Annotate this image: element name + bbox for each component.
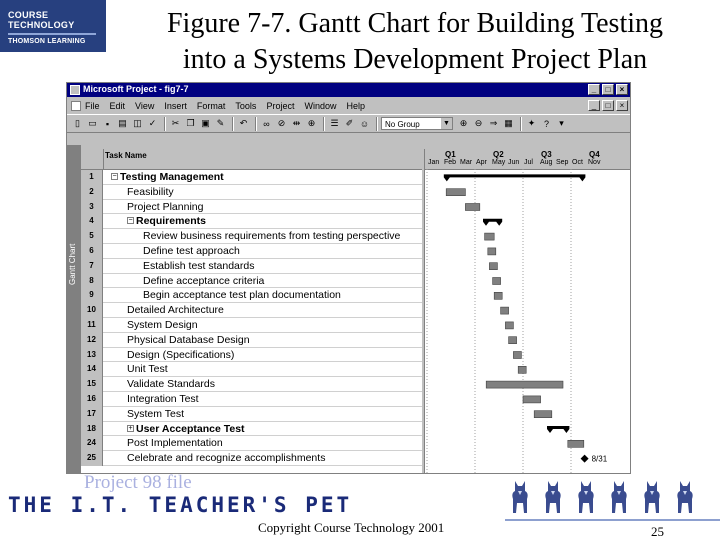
task-bar[interactable] xyxy=(446,189,465,196)
table-row[interactable] xyxy=(81,185,422,200)
task-id-cell[interactable]: 7 xyxy=(81,259,103,274)
milestone-date-label: 8/31 xyxy=(591,454,608,464)
table-row[interactable] xyxy=(81,274,422,289)
collapse-icon[interactable]: − xyxy=(112,173,117,180)
task-name-cell[interactable]: Project Planning xyxy=(127,200,204,213)
table-row[interactable] xyxy=(81,451,422,466)
table-row[interactable] xyxy=(81,377,422,392)
hyperlink-icon[interactable]: ⊕ xyxy=(307,118,316,128)
task-table xyxy=(81,149,422,473)
month-label: Oct xyxy=(572,159,583,166)
table-row[interactable] xyxy=(81,288,422,303)
task-bar[interactable] xyxy=(494,292,502,299)
task-bar[interactable] xyxy=(513,352,521,359)
task-bar[interactable] xyxy=(534,411,552,418)
task-bar[interactable] xyxy=(518,366,526,373)
menu-insert[interactable]: Insert xyxy=(164,100,187,111)
copyright-text: Copyright Course Technology 2001 xyxy=(258,520,445,535)
open-icon[interactable]: ▭ xyxy=(88,118,97,128)
table-row[interactable] xyxy=(81,229,422,244)
task-name-cell[interactable]: System Test xyxy=(127,407,184,420)
task-name-cell[interactable]: Design (Specifications) xyxy=(127,348,235,361)
window-title: Microsoft Project - fig7-7 xyxy=(83,84,189,94)
month-label: Jun xyxy=(508,159,520,166)
window-title-bar[interactable] xyxy=(67,83,630,97)
split-task-icon[interactable]: ⇹ xyxy=(292,118,301,128)
task-bar[interactable] xyxy=(523,396,541,403)
menu-bar xyxy=(67,98,630,113)
month-label: Feb xyxy=(444,159,457,166)
task-info-icon[interactable]: ☰ xyxy=(330,118,339,128)
month-label: Aug xyxy=(540,159,553,166)
table-row[interactable] xyxy=(81,362,422,377)
toolbar-options-icon[interactable]: ▾ xyxy=(559,118,564,128)
menu-tools[interactable]: Tools xyxy=(235,100,257,111)
task-bar[interactable] xyxy=(509,337,517,344)
new-icon[interactable]: ▯ xyxy=(75,118,80,128)
table-row[interactable] xyxy=(81,318,422,333)
task-id-cell[interactable]: 17 xyxy=(81,407,103,422)
task-bar[interactable] xyxy=(493,278,501,285)
table-row[interactable] xyxy=(81,392,422,407)
dog-icon xyxy=(670,477,700,517)
dog-icon xyxy=(571,477,601,517)
footer-logo-text: THE I.T. TEACHER'S PET xyxy=(8,493,353,517)
task-id-cell[interactable]: 16 xyxy=(81,392,103,407)
month-label: Mar xyxy=(460,159,473,166)
task-name-cell[interactable]: User Acceptance Test xyxy=(136,422,245,435)
task-name-cell[interactable]: Celebrate and recognize accomplishments xyxy=(127,452,326,465)
dog-icon xyxy=(637,477,667,517)
title-line1: Figure 7-7. Gantt Chart for Building Testing xyxy=(166,8,664,39)
print-icon[interactable]: ▤ xyxy=(118,118,127,128)
expand-icon[interactable]: + xyxy=(128,424,133,432)
view-bar[interactable] xyxy=(67,145,81,473)
menu-edit[interactable]: Edit xyxy=(109,100,126,111)
task-name-cell[interactable]: Define acceptance criteria xyxy=(143,274,265,287)
course-technology-logo xyxy=(0,0,106,52)
menu-file[interactable]: File xyxy=(85,100,100,111)
dog-graphics xyxy=(505,477,703,517)
footer-rule xyxy=(505,519,720,521)
format-painter-icon[interactable]: ✎ xyxy=(216,118,225,128)
task-name-cell[interactable]: Detailed Architecture xyxy=(127,304,224,317)
quarter-label: Q3 xyxy=(541,150,552,159)
task-bar[interactable] xyxy=(501,307,509,314)
task-name-cell[interactable]: Unit Test xyxy=(127,363,168,376)
task-id-cell[interactable]: 4 xyxy=(81,214,103,229)
select-all-corner[interactable] xyxy=(81,149,104,169)
zoom-in-icon[interactable]: ⊕ xyxy=(459,118,468,128)
task-id-cell[interactable]: 5 xyxy=(81,229,103,244)
table-row[interactable] xyxy=(81,214,422,229)
cut-icon[interactable]: ✂ xyxy=(171,118,180,128)
task-rows xyxy=(81,170,422,466)
table-row[interactable] xyxy=(81,333,422,348)
menu-project[interactable]: Project xyxy=(266,100,295,111)
task-name-cell[interactable]: Feasibility xyxy=(127,185,174,198)
task-name-cell[interactable]: Physical Database Design xyxy=(127,333,250,346)
table-row[interactable] xyxy=(81,407,422,422)
unlink-tasks-icon[interactable]: ⊘ xyxy=(277,118,286,128)
task-name-cell[interactable]: Post Implementation xyxy=(127,437,223,450)
help-icon[interactable]: ? xyxy=(543,118,549,129)
column-header-task-name[interactable]: Task Name xyxy=(105,151,147,160)
month-label: Apr xyxy=(476,159,487,166)
doc-restore-button[interactable]: □ xyxy=(602,100,614,111)
task-id-cell[interactable]: 2 xyxy=(81,185,103,200)
task-id-cell[interactable]: 9 xyxy=(81,288,103,303)
logo-line3: THOMSON LEARNING xyxy=(8,38,86,45)
table-row[interactable] xyxy=(81,244,422,259)
task-name-cell[interactable]: Testing Management xyxy=(120,171,224,183)
menu-format[interactable]: Format xyxy=(196,100,226,111)
task-bar[interactable] xyxy=(568,440,584,447)
wizard-icon[interactable]: ✦ xyxy=(527,118,536,128)
logo-line2: TECHNOLOGY xyxy=(8,20,75,30)
undo-icon[interactable]: ↶ xyxy=(239,118,248,128)
gantt-bars xyxy=(425,149,631,473)
table-row[interactable] xyxy=(81,259,422,274)
group-select-value: No Group xyxy=(385,120,420,129)
goto-task-icon[interactable]: ⇒ xyxy=(489,118,498,128)
task-id-cell[interactable]: 6 xyxy=(81,244,103,259)
task-id-cell[interactable]: 8 xyxy=(81,274,103,289)
quarter-label: Q2 xyxy=(493,150,504,159)
task-id-cell[interactable]: 12 xyxy=(81,333,103,348)
task-name-cell[interactable]: Requirements xyxy=(136,215,207,228)
standard-toolbar xyxy=(67,114,630,133)
task-name-cell[interactable]: Begin acceptance test plan documentation xyxy=(143,289,341,302)
chevron-down-icon[interactable]: ▼ xyxy=(441,118,452,129)
task-id-cell[interactable]: 10 xyxy=(81,303,103,318)
task-name-cell[interactable]: Define test approach xyxy=(143,244,240,257)
month-label: Jul xyxy=(524,159,533,166)
view-bar-label: Gantt Chart xyxy=(68,243,77,285)
table-row[interactable] xyxy=(81,436,422,451)
task-bar[interactable] xyxy=(505,322,513,329)
task-name-cell[interactable]: Review business requirements from testing perspective xyxy=(143,230,401,243)
task-id-cell[interactable]: 1 xyxy=(81,170,103,185)
task-id-cell[interactable]: 14 xyxy=(81,362,103,377)
close-button[interactable]: × xyxy=(616,84,628,95)
task-id-cell[interactable]: 3 xyxy=(81,200,103,215)
slide-title xyxy=(110,6,720,78)
dog-icon xyxy=(505,477,535,517)
dog-icon xyxy=(604,477,634,517)
task-id-cell[interactable]: 15 xyxy=(81,377,103,392)
zoom-out-icon[interactable]: ⊖ xyxy=(474,118,483,128)
task-bar[interactable] xyxy=(488,248,496,255)
doc-minimize-button[interactable]: _ xyxy=(588,100,600,111)
copy-picture-icon[interactable]: ▦ xyxy=(504,118,513,128)
title-line2: into a Systems Development Project Plan xyxy=(182,44,648,75)
assign-resources-icon[interactable]: ☺ xyxy=(359,118,370,129)
minimize-button[interactable]: _ xyxy=(588,84,600,95)
month-label: Nov xyxy=(588,159,601,166)
document-icon xyxy=(71,101,81,111)
notes-icon[interactable]: ✐ xyxy=(345,118,354,128)
app-icon xyxy=(70,85,80,95)
task-id-cell[interactable]: 24 xyxy=(81,436,103,451)
page-number: 25 xyxy=(651,524,664,539)
task-bar[interactable] xyxy=(486,381,563,388)
menu-window[interactable]: Window xyxy=(304,100,337,111)
project-window xyxy=(66,82,631,474)
copy-icon[interactable]: ❐ xyxy=(186,118,195,128)
print-preview-icon[interactable]: ◫ xyxy=(133,118,142,128)
paste-icon[interactable]: ▣ xyxy=(201,118,210,128)
table-row[interactable] xyxy=(81,348,422,363)
collapse-icon[interactable]: − xyxy=(128,217,133,225)
task-bar[interactable] xyxy=(465,204,479,211)
task-id-cell[interactable]: 11 xyxy=(81,318,103,333)
maximize-button[interactable]: □ xyxy=(602,84,614,95)
quarter-label: Q1 xyxy=(445,150,456,159)
task-bar[interactable] xyxy=(489,263,497,270)
month-label: May xyxy=(492,159,506,166)
task-name-cell[interactable]: Integration Test xyxy=(127,392,199,405)
doc-close-button[interactable]: × xyxy=(616,100,628,111)
group-select[interactable] xyxy=(381,117,453,130)
logo-divider xyxy=(8,33,96,35)
task-name-cell[interactable]: System Design xyxy=(127,318,198,331)
task-name-cell[interactable]: Validate Standards xyxy=(127,378,215,391)
month-label: Sep xyxy=(556,159,569,166)
caption: Project 98 file xyxy=(84,472,192,493)
month-label: Jan xyxy=(428,159,440,166)
task-name-cell[interactable]: Establish test standards xyxy=(143,259,255,272)
save-icon[interactable]: ▪ xyxy=(105,118,110,129)
table-row[interactable] xyxy=(81,200,422,215)
table-row[interactable] xyxy=(81,303,422,318)
link-tasks-icon[interactable]: ∞ xyxy=(263,118,270,129)
gantt-chart-area xyxy=(424,149,631,473)
milestone-diamond[interactable] xyxy=(581,455,589,463)
logo-line1: COURSE xyxy=(8,10,49,20)
menu-view[interactable]: View xyxy=(135,100,155,111)
summary-bar[interactable] xyxy=(444,174,586,181)
task-bar[interactable] xyxy=(485,233,495,240)
task-id-cell[interactable]: 18 xyxy=(81,422,103,437)
summary-bar[interactable] xyxy=(483,219,502,226)
task-id-cell[interactable]: 13 xyxy=(81,348,103,363)
table-row[interactable] xyxy=(81,170,422,185)
table-row[interactable] xyxy=(81,422,422,437)
spelling-icon[interactable]: ✓ xyxy=(148,118,157,128)
menu-help[interactable]: Help xyxy=(346,100,365,111)
table-header xyxy=(81,149,422,170)
dog-icon xyxy=(538,477,568,517)
summary-bar[interactable] xyxy=(547,426,569,433)
quarter-label: Q4 xyxy=(589,150,600,159)
task-id-cell[interactable]: 25 xyxy=(81,451,103,466)
